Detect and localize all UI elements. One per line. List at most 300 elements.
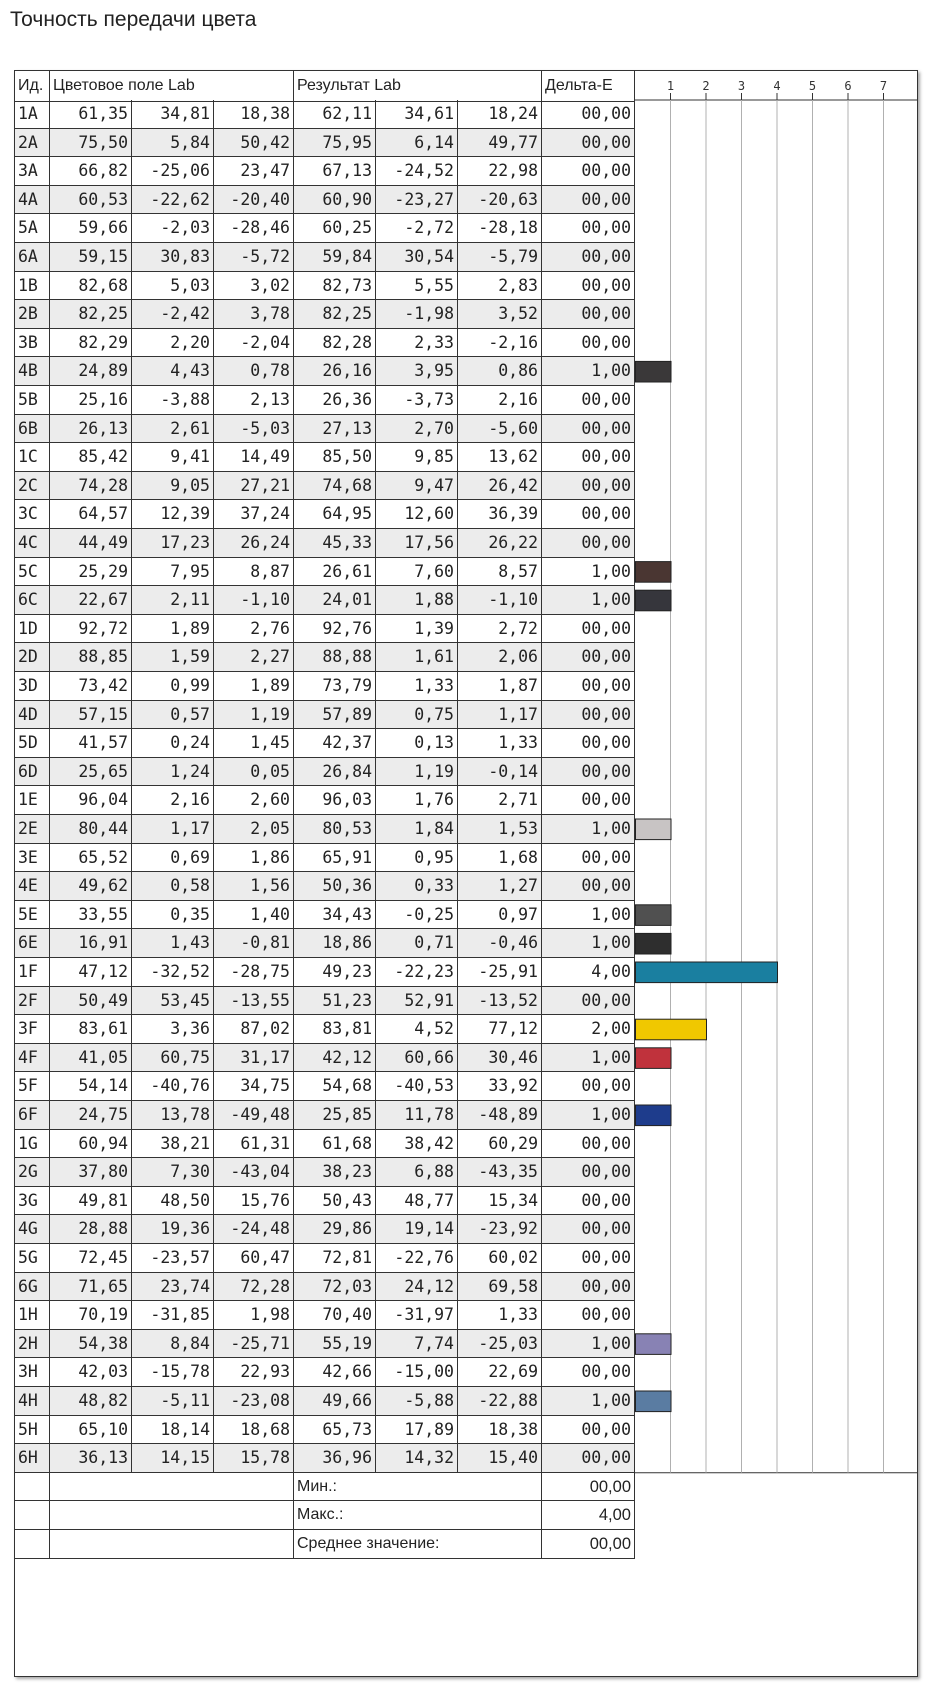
delta-e-value: 1,00 bbox=[542, 586, 635, 615]
patch-b: 31,17 bbox=[214, 1044, 294, 1073]
patch-id: 1F bbox=[15, 958, 50, 987]
result-a: -3,73 bbox=[376, 386, 458, 415]
delta-e-value: 00,00 bbox=[542, 1072, 635, 1101]
patch-id: 2B bbox=[15, 300, 50, 329]
patch-b: 37,24 bbox=[214, 500, 294, 529]
result-a: 1,84 bbox=[376, 815, 458, 844]
patch-b: 72,28 bbox=[214, 1273, 294, 1302]
result-b: 1,33 bbox=[458, 729, 542, 758]
patch-id: 5B bbox=[15, 386, 50, 415]
result-b: 2,16 bbox=[458, 386, 542, 415]
result-a: 1,76 bbox=[376, 786, 458, 815]
delta-e-value: 00,00 bbox=[542, 1130, 635, 1159]
patch-l: 33,55 bbox=[50, 901, 132, 930]
patch-id: 2C bbox=[15, 472, 50, 501]
patch-l: 65,52 bbox=[50, 844, 132, 873]
table-row bbox=[15, 815, 635, 844]
patch-a: -3,88 bbox=[132, 386, 214, 415]
result-l: 55,19 bbox=[294, 1330, 376, 1359]
patch-b: -25,71 bbox=[214, 1330, 294, 1359]
patch-b: 2,27 bbox=[214, 643, 294, 672]
result-l: 75,95 bbox=[294, 129, 376, 158]
result-a: 14,32 bbox=[376, 1444, 458, 1473]
patch-a: -2,42 bbox=[132, 300, 214, 329]
result-a: -22,23 bbox=[376, 958, 458, 987]
result-b: 18,38 bbox=[458, 1416, 542, 1445]
result-b: 22,69 bbox=[458, 1358, 542, 1387]
result-l: 34,43 bbox=[294, 901, 376, 930]
result-b: -13,52 bbox=[458, 987, 542, 1016]
delta-e-value: 00,00 bbox=[542, 643, 635, 672]
result-a: 24,12 bbox=[376, 1273, 458, 1302]
patch-a: 0,99 bbox=[132, 672, 214, 701]
table-row bbox=[15, 929, 635, 958]
patch-b: 61,31 bbox=[214, 1130, 294, 1159]
result-l: 45,33 bbox=[294, 529, 376, 558]
patch-l: 41,57 bbox=[50, 729, 132, 758]
result-l: 73,79 bbox=[294, 672, 376, 701]
result-b: 0,97 bbox=[458, 901, 542, 930]
patch-id: 4A bbox=[15, 186, 50, 215]
result-a: 0,33 bbox=[376, 872, 458, 901]
table-row bbox=[15, 1330, 635, 1359]
patch-id: 5D bbox=[15, 729, 50, 758]
patch-l: 96,04 bbox=[50, 786, 132, 815]
table-row bbox=[15, 443, 635, 472]
table-row bbox=[15, 872, 635, 901]
delta-e-value: 4,00 bbox=[542, 958, 635, 987]
table-row bbox=[15, 1072, 635, 1101]
result-b: 1,33 bbox=[458, 1301, 542, 1330]
table-row bbox=[15, 844, 635, 873]
patch-id: 4E bbox=[15, 872, 50, 901]
chart-tick-label: 4 bbox=[773, 79, 781, 93]
table-row bbox=[15, 386, 635, 415]
patch-b: 2,05 bbox=[214, 815, 294, 844]
result-l: 82,25 bbox=[294, 300, 376, 329]
result-l: 54,68 bbox=[294, 1072, 376, 1101]
patch-a: 4,43 bbox=[132, 357, 214, 386]
table-row bbox=[15, 958, 635, 987]
patch-b: -2,04 bbox=[214, 329, 294, 358]
patch-id: 6E bbox=[15, 929, 50, 958]
patch-l: 49,81 bbox=[50, 1187, 132, 1216]
patch-l: 41,05 bbox=[50, 1044, 132, 1073]
table-header-row bbox=[15, 71, 635, 102]
result-a: 0,71 bbox=[376, 929, 458, 958]
patch-id: 2D bbox=[15, 643, 50, 672]
chart-tick-label: 2 bbox=[702, 79, 710, 93]
patch-l: 80,44 bbox=[50, 815, 132, 844]
patch-id: 6B bbox=[15, 415, 50, 444]
patch-b: -1,10 bbox=[214, 586, 294, 615]
chart-tick-label: 6 bbox=[844, 79, 852, 93]
result-b: 2,06 bbox=[458, 643, 542, 672]
delta-e-value: 00,00 bbox=[542, 872, 635, 901]
patch-l: 25,29 bbox=[50, 558, 132, 587]
patch-id: 1C bbox=[15, 443, 50, 472]
chart-tick-label: 5 bbox=[808, 79, 817, 93]
result-a: 9,47 bbox=[376, 472, 458, 501]
result-b: 26,42 bbox=[458, 472, 542, 501]
delta-e-value: 00,00 bbox=[542, 786, 635, 815]
result-l: 27,13 bbox=[294, 415, 376, 444]
patch-b: 1,19 bbox=[214, 701, 294, 730]
delta-e-value: 1,00 bbox=[542, 929, 635, 958]
patch-id: 4C bbox=[15, 529, 50, 558]
result-l: 42,12 bbox=[294, 1044, 376, 1073]
delta-e-value: 00,00 bbox=[542, 672, 635, 701]
patch-a: -2,03 bbox=[132, 214, 214, 243]
patch-a: 12,39 bbox=[132, 500, 214, 529]
page-title: Точность передачи цвета bbox=[10, 8, 257, 31]
patch-b: 3,78 bbox=[214, 300, 294, 329]
result-a: 11,78 bbox=[376, 1101, 458, 1130]
summary-row-max bbox=[15, 1501, 635, 1530]
delta-e-value: 1,00 bbox=[542, 1101, 635, 1130]
result-b: -1,10 bbox=[458, 586, 542, 615]
patch-id: 2A bbox=[15, 129, 50, 158]
patch-a: 1,17 bbox=[132, 815, 214, 844]
result-a: -1,98 bbox=[376, 300, 458, 329]
patch-l: 57,15 bbox=[50, 701, 132, 730]
patch-l: 54,14 bbox=[50, 1072, 132, 1101]
result-a: 60,66 bbox=[376, 1044, 458, 1073]
result-a: 3,95 bbox=[376, 357, 458, 386]
patch-b: 15,78 bbox=[214, 1444, 294, 1473]
result-a: 2,33 bbox=[376, 329, 458, 358]
result-l: 26,36 bbox=[294, 386, 376, 415]
delta-e-value: 00,00 bbox=[542, 129, 635, 158]
delta-e-value: 00,00 bbox=[542, 157, 635, 186]
patch-a: 1,59 bbox=[132, 643, 214, 672]
result-b: -25,91 bbox=[458, 958, 542, 987]
delta-e-value: 00,00 bbox=[542, 729, 635, 758]
patch-a: -32,52 bbox=[132, 958, 214, 987]
patch-a: 2,61 bbox=[132, 415, 214, 444]
patch-a: 34,81 bbox=[132, 100, 214, 129]
result-b: 49,77 bbox=[458, 129, 542, 158]
patch-l: 25,65 bbox=[50, 758, 132, 787]
delta-e-value: 00,00 bbox=[542, 300, 635, 329]
table-row bbox=[15, 272, 635, 301]
table-row bbox=[15, 1015, 635, 1044]
result-l: 38,23 bbox=[294, 1158, 376, 1187]
patch-l: 82,68 bbox=[50, 272, 132, 301]
result-l: 62,11 bbox=[294, 100, 376, 129]
result-a: 17,56 bbox=[376, 529, 458, 558]
result-a: 19,14 bbox=[376, 1215, 458, 1244]
result-l: 57,89 bbox=[294, 701, 376, 730]
result-a: 34,61 bbox=[376, 100, 458, 129]
patch-b: 15,76 bbox=[214, 1187, 294, 1216]
result-l: 72,03 bbox=[294, 1273, 376, 1302]
table-row bbox=[15, 1358, 635, 1387]
result-l: 82,73 bbox=[294, 272, 376, 301]
table-row bbox=[15, 1387, 635, 1416]
table-row bbox=[15, 415, 635, 444]
color-accuracy-report bbox=[14, 70, 918, 1677]
delta-e-value: 1,00 bbox=[542, 1044, 635, 1073]
patch-a: 1,24 bbox=[132, 758, 214, 787]
result-b: -23,92 bbox=[458, 1215, 542, 1244]
patch-l: 60,53 bbox=[50, 186, 132, 215]
table-row bbox=[15, 987, 635, 1016]
patch-l: 74,28 bbox=[50, 472, 132, 501]
summary-max-label: Макс.: bbox=[294, 1501, 542, 1530]
patch-a: 1,43 bbox=[132, 929, 214, 958]
summary-blank-id bbox=[15, 1530, 50, 1559]
result-b: -2,16 bbox=[458, 329, 542, 358]
patch-id: 3G bbox=[15, 1187, 50, 1216]
result-a: 9,85 bbox=[376, 443, 458, 472]
patch-b: 87,02 bbox=[214, 1015, 294, 1044]
patch-id: 3A bbox=[15, 157, 50, 186]
patch-id: 1H bbox=[15, 1301, 50, 1330]
result-b: 15,40 bbox=[458, 1444, 542, 1473]
result-l: 65,73 bbox=[294, 1416, 376, 1445]
table-row bbox=[15, 100, 635, 129]
result-b: -0,14 bbox=[458, 758, 542, 787]
result-l: 59,84 bbox=[294, 243, 376, 272]
patch-l: 24,89 bbox=[50, 357, 132, 386]
chart-bar-2h bbox=[636, 1334, 672, 1355]
patch-a: -40,76 bbox=[132, 1072, 214, 1101]
patch-b: 1,45 bbox=[214, 729, 294, 758]
delta-e-bar-chart bbox=[635, 71, 917, 1676]
result-l: 26,16 bbox=[294, 357, 376, 386]
result-l: 64,95 bbox=[294, 500, 376, 529]
patch-l: 59,66 bbox=[50, 214, 132, 243]
result-l: 26,61 bbox=[294, 558, 376, 587]
patch-b: 27,21 bbox=[214, 472, 294, 501]
result-a: 6,88 bbox=[376, 1158, 458, 1187]
table-row bbox=[15, 1301, 635, 1330]
patch-l: 65,10 bbox=[50, 1416, 132, 1445]
result-l: 85,50 bbox=[294, 443, 376, 472]
patch-l: 16,91 bbox=[50, 929, 132, 958]
result-l: 82,28 bbox=[294, 329, 376, 358]
result-a: -24,52 bbox=[376, 157, 458, 186]
table-row bbox=[15, 472, 635, 501]
result-b: 1,87 bbox=[458, 672, 542, 701]
patch-l: 88,85 bbox=[50, 643, 132, 672]
result-a: 5,55 bbox=[376, 272, 458, 301]
patch-id: 5F bbox=[15, 1072, 50, 1101]
patch-a: 0,35 bbox=[132, 901, 214, 930]
patch-a: 5,84 bbox=[132, 129, 214, 158]
patch-id: 3E bbox=[15, 844, 50, 873]
patch-b: -43,04 bbox=[214, 1158, 294, 1187]
result-l: 51,23 bbox=[294, 987, 376, 1016]
table-row bbox=[15, 1215, 635, 1244]
delta-e-value: 1,00 bbox=[542, 558, 635, 587]
result-l: 50,43 bbox=[294, 1187, 376, 1216]
result-a: 12,60 bbox=[376, 500, 458, 529]
patch-a: -5,11 bbox=[132, 1387, 214, 1416]
chart-bar-6e bbox=[636, 933, 672, 954]
delta-e-value: 00,00 bbox=[542, 1273, 635, 1302]
header-patch-lab: Цветовое поле Lab bbox=[50, 71, 294, 102]
patch-id: 5C bbox=[15, 558, 50, 587]
delta-e-value: 1,00 bbox=[542, 1330, 635, 1359]
result-l: 60,25 bbox=[294, 214, 376, 243]
delta-e-value: 00,00 bbox=[542, 1416, 635, 1445]
patch-a: -31,85 bbox=[132, 1301, 214, 1330]
patch-l: 50,49 bbox=[50, 987, 132, 1016]
patch-b: 1,56 bbox=[214, 872, 294, 901]
patch-l: 82,25 bbox=[50, 300, 132, 329]
delta-e-value: 00,00 bbox=[542, 701, 635, 730]
summary-row-avg bbox=[15, 1530, 635, 1559]
summary-min-value: 00,00 bbox=[542, 1473, 635, 1502]
result-a: 0,75 bbox=[376, 701, 458, 730]
result-b: 69,58 bbox=[458, 1273, 542, 1302]
result-a: 38,42 bbox=[376, 1130, 458, 1159]
patch-l: 85,42 bbox=[50, 443, 132, 472]
table-row bbox=[15, 1158, 635, 1187]
patch-b: 60,47 bbox=[214, 1244, 294, 1273]
result-b: 2,83 bbox=[458, 272, 542, 301]
patch-l: 75,50 bbox=[50, 129, 132, 158]
patch-a: 1,89 bbox=[132, 615, 214, 644]
result-b: -20,63 bbox=[458, 186, 542, 215]
result-a: 52,91 bbox=[376, 987, 458, 1016]
table-row bbox=[15, 300, 635, 329]
delta-e-value: 00,00 bbox=[542, 529, 635, 558]
patch-l: 26,13 bbox=[50, 415, 132, 444]
result-b: 18,24 bbox=[458, 100, 542, 129]
result-l: 49,66 bbox=[294, 1387, 376, 1416]
chart-tick-label: 3 bbox=[737, 79, 746, 93]
patch-l: 42,03 bbox=[50, 1358, 132, 1387]
delta-e-value: 00,00 bbox=[542, 615, 635, 644]
patch-id: 5E bbox=[15, 901, 50, 930]
result-a: 7,60 bbox=[376, 558, 458, 587]
patch-id: 3B bbox=[15, 329, 50, 358]
patch-id: 4G bbox=[15, 1215, 50, 1244]
patch-id: 1G bbox=[15, 1130, 50, 1159]
table-row bbox=[15, 586, 635, 615]
result-b: 1,53 bbox=[458, 815, 542, 844]
patch-id: 5H bbox=[15, 1416, 50, 1445]
patch-b: 18,38 bbox=[214, 100, 294, 129]
result-l: 36,96 bbox=[294, 1444, 376, 1473]
table-row bbox=[15, 500, 635, 529]
table-row bbox=[15, 1187, 635, 1216]
patch-b: 0,78 bbox=[214, 357, 294, 386]
result-a: -23,27 bbox=[376, 186, 458, 215]
result-b: 2,72 bbox=[458, 615, 542, 644]
delta-e-value: 00,00 bbox=[542, 1244, 635, 1273]
result-a: -0,25 bbox=[376, 901, 458, 930]
delta-e-value: 00,00 bbox=[542, 1215, 635, 1244]
patch-l: 72,45 bbox=[50, 1244, 132, 1273]
patch-id: 1B bbox=[15, 272, 50, 301]
delta-e-value: 00,00 bbox=[542, 100, 635, 129]
patch-b: 23,47 bbox=[214, 157, 294, 186]
patch-a: 7,95 bbox=[132, 558, 214, 587]
patch-id: 1D bbox=[15, 615, 50, 644]
summary-blank-patch bbox=[50, 1501, 294, 1530]
delta-e-value: 1,00 bbox=[542, 815, 635, 844]
table-row bbox=[15, 758, 635, 787]
result-b: -0,46 bbox=[458, 929, 542, 958]
patch-a: 19,36 bbox=[132, 1215, 214, 1244]
summary-max-value: 4,00 bbox=[542, 1501, 635, 1530]
patch-l: 47,12 bbox=[50, 958, 132, 987]
result-a: -22,76 bbox=[376, 1244, 458, 1273]
delta-e-value: 1,00 bbox=[542, 357, 635, 386]
result-a: 1,33 bbox=[376, 672, 458, 701]
patch-id: 5G bbox=[15, 1244, 50, 1273]
result-l: 50,36 bbox=[294, 872, 376, 901]
chart-bar-3f bbox=[636, 1019, 707, 1040]
table-row bbox=[15, 529, 635, 558]
result-b: -43,35 bbox=[458, 1158, 542, 1187]
table-row bbox=[15, 1130, 635, 1159]
header-result-lab: Результат Lab bbox=[294, 71, 542, 102]
patch-id: 3D bbox=[15, 672, 50, 701]
patch-b: 1,98 bbox=[214, 1301, 294, 1330]
chart-bar-6c bbox=[636, 590, 672, 611]
result-l: 61,68 bbox=[294, 1130, 376, 1159]
result-a: 0,95 bbox=[376, 844, 458, 873]
patch-l: 60,94 bbox=[50, 1130, 132, 1159]
table-row bbox=[15, 729, 635, 758]
result-l: 18,86 bbox=[294, 929, 376, 958]
table-row bbox=[15, 1444, 635, 1473]
patch-l: 64,57 bbox=[50, 500, 132, 529]
chart-bar-5c bbox=[636, 562, 672, 583]
result-l: 26,84 bbox=[294, 758, 376, 787]
result-b: 36,39 bbox=[458, 500, 542, 529]
result-b: 2,71 bbox=[458, 786, 542, 815]
patch-b: 26,24 bbox=[214, 529, 294, 558]
chart-bar-4b bbox=[636, 361, 672, 382]
table-row bbox=[15, 1244, 635, 1273]
chart-bar-5e bbox=[636, 905, 672, 926]
delta-e-value: 00,00 bbox=[542, 472, 635, 501]
chart-tick-label: 1 bbox=[666, 79, 675, 93]
patch-l: 73,42 bbox=[50, 672, 132, 701]
patch-a: 30,83 bbox=[132, 243, 214, 272]
patch-b: 3,02 bbox=[214, 272, 294, 301]
result-l: 25,85 bbox=[294, 1101, 376, 1130]
patch-b: 1,89 bbox=[214, 672, 294, 701]
patch-l: 24,75 bbox=[50, 1101, 132, 1130]
patch-a: -22,62 bbox=[132, 186, 214, 215]
result-a: 6,14 bbox=[376, 129, 458, 158]
patch-b: -13,55 bbox=[214, 987, 294, 1016]
patch-a: 7,30 bbox=[132, 1158, 214, 1187]
table-row bbox=[15, 1273, 635, 1302]
delta-e-value: 00,00 bbox=[542, 844, 635, 873]
result-b: 1,17 bbox=[458, 701, 542, 730]
result-b: 1,27 bbox=[458, 872, 542, 901]
result-b: 22,98 bbox=[458, 157, 542, 186]
result-a: 4,52 bbox=[376, 1015, 458, 1044]
patch-id: 4D bbox=[15, 701, 50, 730]
patch-a: 9,05 bbox=[132, 472, 214, 501]
patch-b: -0,81 bbox=[214, 929, 294, 958]
patch-a: 17,23 bbox=[132, 529, 214, 558]
patch-id: 6D bbox=[15, 758, 50, 787]
result-l: 92,76 bbox=[294, 615, 376, 644]
patch-b: 2,13 bbox=[214, 386, 294, 415]
patch-l: 71,65 bbox=[50, 1273, 132, 1302]
result-b: 0,86 bbox=[458, 357, 542, 386]
